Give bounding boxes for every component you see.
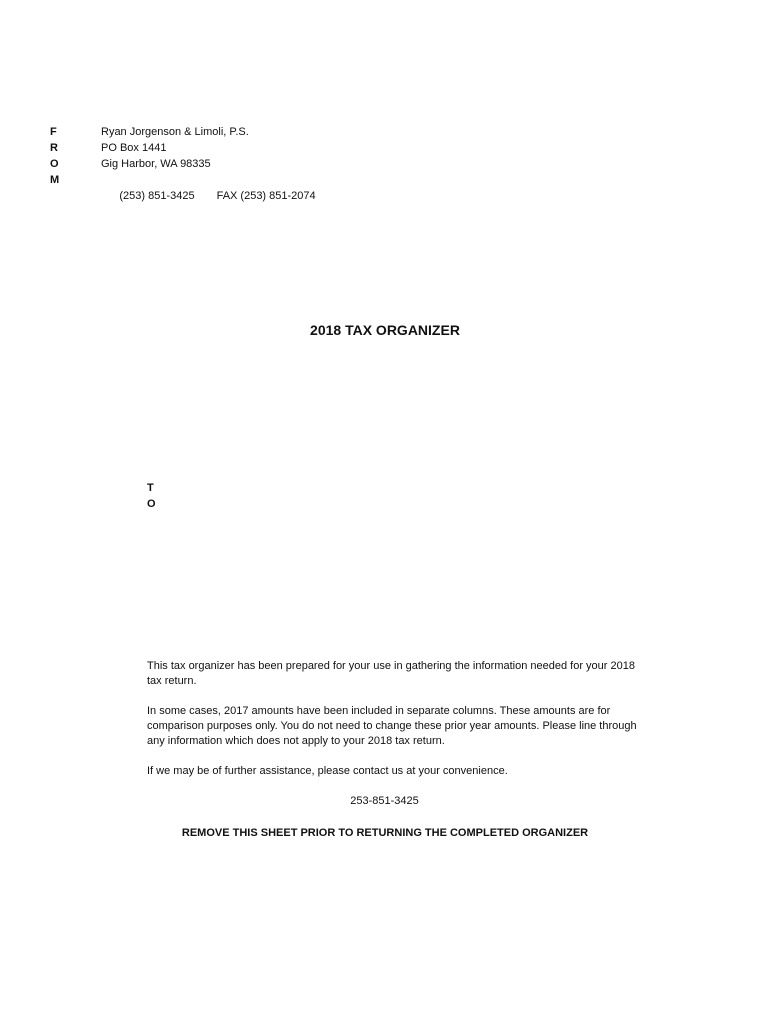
instructions-paragraph-1: This tax organizer has been prepared for your use in gathering the information needed for your 2018 tax return.	[147, 660, 635, 687]
instructions-paragraph-3: If we may be of further assistance, please contact us at your convenience.	[147, 765, 508, 777]
from-letter: O	[50, 158, 59, 170]
sender-address-block	[101, 124, 316, 220]
sender-phone: (253) 851-3425	[119, 190, 195, 202]
po-box: PO Box 1441	[101, 142, 167, 154]
sender-fax: FAX (253) 851-2074	[216, 190, 316, 202]
page-title: 2018 TAX ORGANIZER	[310, 322, 460, 338]
to-letter: T	[147, 482, 154, 494]
contact-phone: 253-851-3425	[350, 795, 419, 807]
from-letter: F	[50, 126, 57, 138]
instructions-paragraph-2: In some cases, 2017 amounts have been included in separate columns. These amounts are for comparison purposes only. You do not need to change these prior year amounts. Please line through any information which does not apply to your 2018 tax return.	[147, 705, 637, 747]
from-label	[50, 124, 59, 188]
firm-name: Ryan Jorgenson & Limoli, P.S.	[101, 126, 249, 138]
from-letter: M	[50, 174, 60, 186]
to-letter: O	[147, 498, 156, 510]
from-letter: R	[50, 142, 58, 154]
city-state-zip: Gig Harbor, WA 98335	[101, 158, 211, 170]
remove-sheet-note: REMOVE THIS SHEET PRIOR TO RETURNING THE COMPLETED ORGANIZER	[181, 827, 589, 839]
phone-fax-row	[101, 172, 316, 220]
to-label	[147, 480, 156, 512]
instructions-text	[147, 659, 647, 824]
